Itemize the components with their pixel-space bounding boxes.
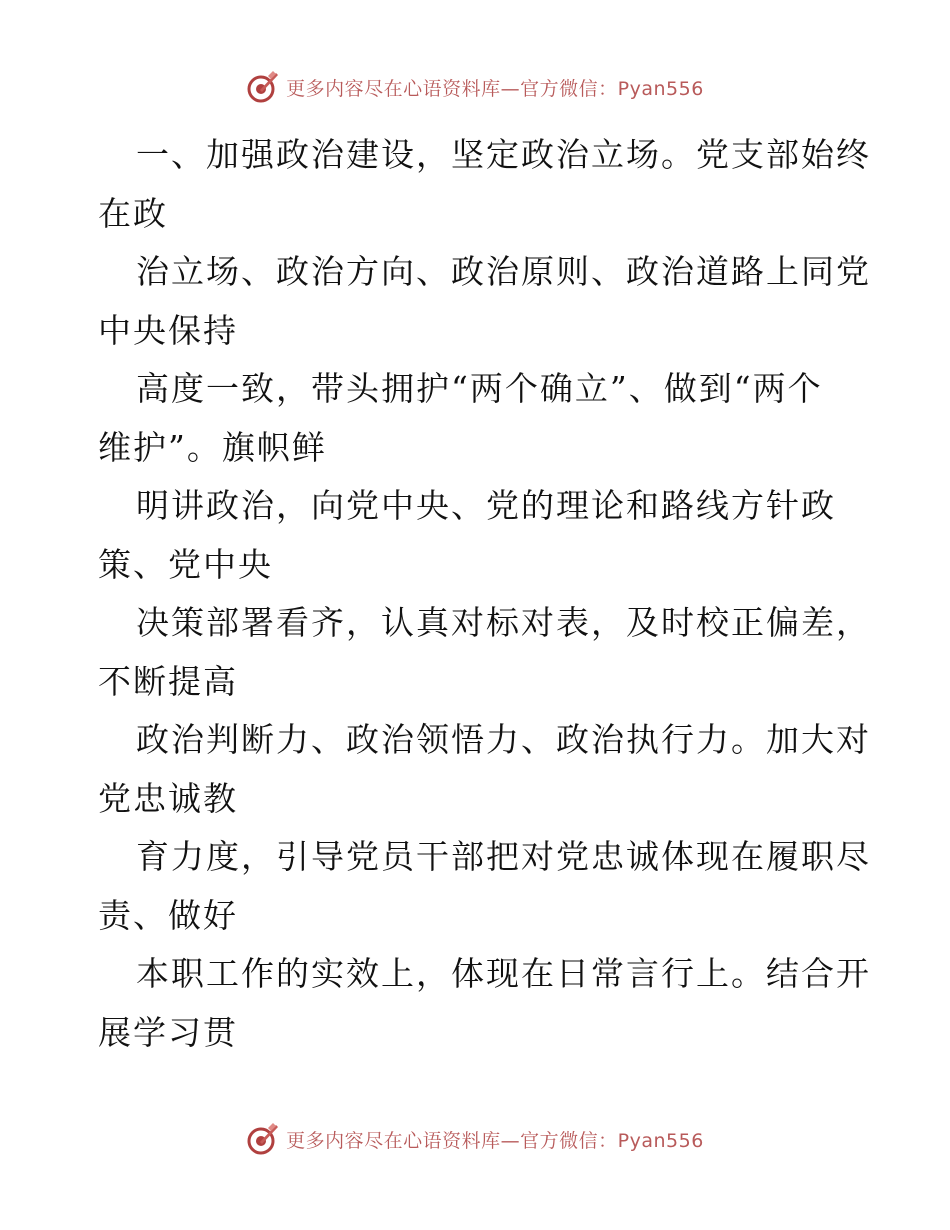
footer-banner	[0, 1122, 950, 1156]
document-body	[98, 126, 871, 1062]
text-line: 治立场、政治方向、政治原则、政治道路上同党	[136, 252, 871, 291]
text-line: 策、党中央	[98, 544, 273, 584]
footer-banner-text: 更多内容尽在心语资料库—官方微信：Pyan556	[286, 1129, 704, 1152]
quill-logo-icon	[246, 1122, 280, 1156]
text-line: 育力度，引导党员干部把对党忠诚体现在履职尽	[136, 837, 871, 876]
text-line: 维护”。旗帜鲜	[98, 427, 327, 467]
header-banner-text: 更多内容尽在心语资料库—官方微信：Pyan556	[286, 77, 704, 100]
text-line: 责、做好	[98, 895, 238, 935]
text-line: 在政	[98, 193, 168, 233]
text-line: 党忠诚教	[98, 778, 238, 818]
header-banner	[0, 70, 950, 104]
quill-logo-icon	[246, 70, 280, 104]
text-line: 政治判断力、政治领悟力、政治执行力。加大对	[136, 720, 871, 759]
text-line: 一、加强政治建设，坚定政治立场。党支部始终	[136, 135, 871, 174]
text-line: 明讲政治，向党中央、党的理论和路线方针政	[136, 486, 836, 525]
text-line: 高度一致，带头拥护“两个确立”、做到“两个	[136, 369, 823, 408]
text-line: 决策部署看齐，认真对标对表，及时校正偏差，	[136, 603, 871, 642]
text-line: 展学习贯	[98, 1012, 238, 1052]
text-line: 本职工作的实效上，体现在日常言行上。结合开	[136, 954, 871, 993]
text-line: 不断提高	[98, 661, 238, 701]
text-line: 中央保持	[98, 310, 238, 350]
